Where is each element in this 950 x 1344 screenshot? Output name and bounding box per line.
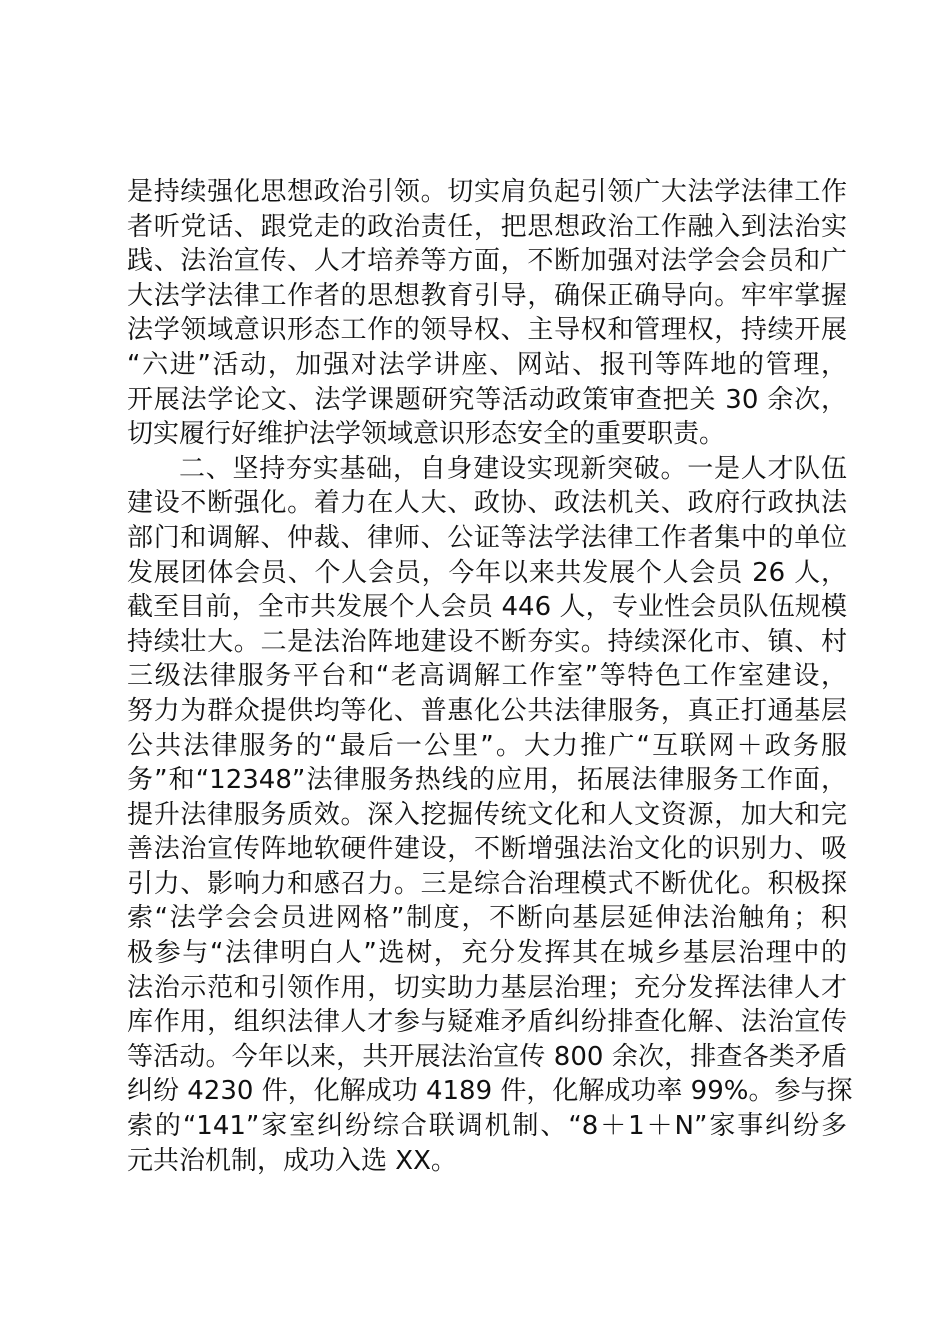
- paragraph-1: [127, 175, 847, 452]
- text-line: 引力、影响力和感召力。三是综合治理模式不断优化。积极探: [127, 868, 847, 899]
- text-line: 践、法治宣传、人才培养等方面，不断加强对法学会会员和广: [127, 246, 847, 277]
- text-line: 二、坚持夯实基础，自身建设实现新突破。一是人才队伍: [179, 453, 847, 484]
- text-line: 建设不断强化。着力在人大、政协、政法机关、政府行政执法: [127, 488, 847, 519]
- body-text: [127, 175, 853, 1178]
- text-line: 部门和调解、仲裁、律师、公证等法学法律工作者集中的单位: [127, 522, 847, 553]
- text-line: 索“法学会会员进网格”制度，不断向基层延伸法治触角；积: [127, 903, 847, 934]
- text-line: 持续壮大。二是法治阵地建设不断夯实。持续深化市、镇、村: [127, 626, 847, 657]
- text-line: 索的“141”家室纠纷综合联调机制、“8＋1＋N”家事纠纷多: [127, 1111, 847, 1142]
- text-line: 纠纷 4230 件，化解成功 4189 件，化解成功率 99%。参与探: [127, 1076, 853, 1107]
- text-line: 大法学法律工作者的思想教育引导，确保正确导向。牢牢掌握: [127, 280, 847, 311]
- text-line: 是持续强化思想政治引领。切实肩负起引领广大法学法律工作: [127, 177, 847, 207]
- text-line: 法学领域意识形态工作的领导权、主导权和管理权，持续开展: [127, 315, 847, 346]
- text-line: 极参与“法律明白人”选树，充分发挥其在城乡基层治理中的: [127, 938, 847, 969]
- text-line: 开展法学论文、法学课题研究等活动政策审查把关 30 余次，: [127, 384, 847, 415]
- text-line: 元共治机制，成功入选 XX。: [127, 1145, 457, 1176]
- paragraph-2: [127, 452, 853, 1178]
- text-line: 努力为群众提供均等化、普惠化公共法律服务，真正打通基层: [127, 695, 847, 726]
- text-line: “六进”活动，加强对法学讲座、网站、报刊等阵地的管理，: [127, 349, 847, 380]
- text-line: 善法治宣传阵地软硬件建设，不断增强法治文化的识别力、吸: [127, 834, 847, 865]
- text-line: 务”和“12348”法律服务热线的应用，拓展法律服务工作面，: [127, 765, 847, 796]
- text-line: 切实履行好维护法学领域意识形态安全的重要职责。: [127, 419, 726, 450]
- text-line: 三级法律服务平台和“老高调解工作室”等特色工作室建设，: [127, 661, 847, 692]
- text-line: 库作用，组织法律人才参与疑难矛盾纠纷排查化解、法治宣传: [127, 1007, 847, 1038]
- text-line: 发展团体会员、个人会员，今年以来共发展个人会员 26 人，: [127, 557, 847, 588]
- text-line: 法治示范和引领作用，切实助力基层治理；充分发挥法律人才: [127, 972, 847, 1003]
- text-line: 等活动。今年以来，共开展法治宣传 800 余次，排查各类矛盾: [127, 1041, 847, 1072]
- text-line: 截至目前，全市共发展个人会员 446 人，专业性会员队伍规模: [127, 592, 847, 623]
- text-line: 者听党话、跟党走的政治责任，把思想政治工作融入到法治实: [127, 211, 847, 242]
- text-line: 提升法律服务质效。深入挖掘传统文化和人文资源，加大和完: [127, 799, 847, 830]
- text-line: 公共法律服务的“最后一公里”。大力推广“互联网＋政务服: [127, 730, 847, 761]
